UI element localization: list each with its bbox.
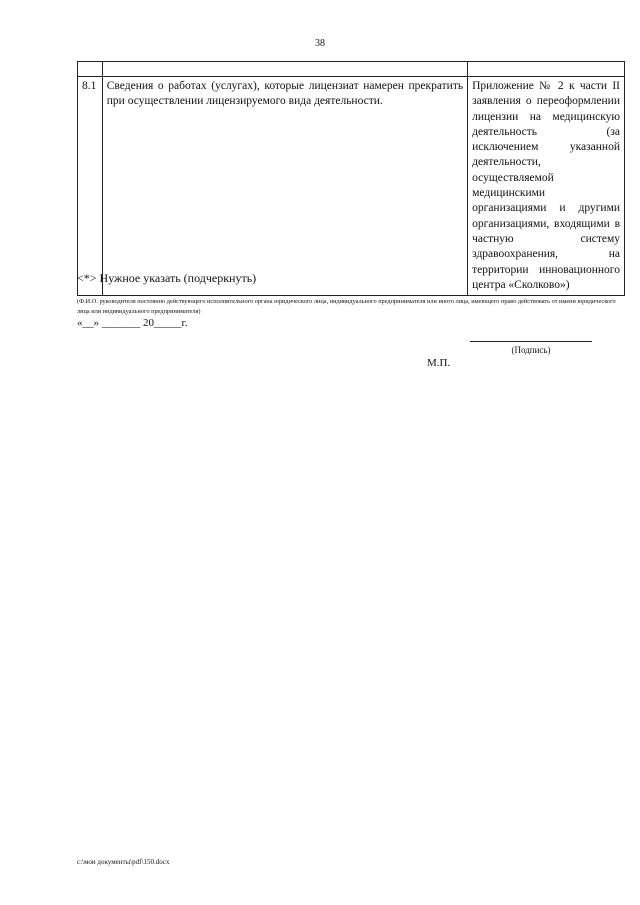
signature-caption: (Подпись) [511,345,551,355]
footer-file-path: c:\мои документы\pdf\150.docx [77,858,170,866]
license-form-table [77,61,625,296]
row-reference-cell: Приложение № 2 к части II заявления о переоформлении лицензии на медицинскую деятельность (за исключением указанной деятельности, осуществляемой медицинскими организациями и другими организациями, входящими в частную систему здравоохранения, на территории инновационного центра «Сколково») [468,77,625,296]
signature-line [470,341,592,342]
date-line: «__» _______ 20_____г. [77,317,188,329]
row-number-cell: 8.1 [78,77,103,296]
table-row [78,77,625,296]
fio-caption: (Ф.И.О. руководителя постоянно действующего исполнительного органа юридического лица, индивидуального предпринимателя или иного лица, имеющего право действовать от имени юридического лица или индивидуального предпринимателя) [77,298,616,315]
row-description-cell: Сведения о работах (услугах), которые лицензиат намерен прекратить при осуществлении лицензируемого вида деятельности. [102,77,467,296]
table-header-spacer-row [78,62,625,77]
page-number: 38 [315,38,325,49]
stamp-placeholder: М.П. [427,357,451,369]
footnote-note: <*> Нужное указать (подчеркнуть) [77,271,257,285]
